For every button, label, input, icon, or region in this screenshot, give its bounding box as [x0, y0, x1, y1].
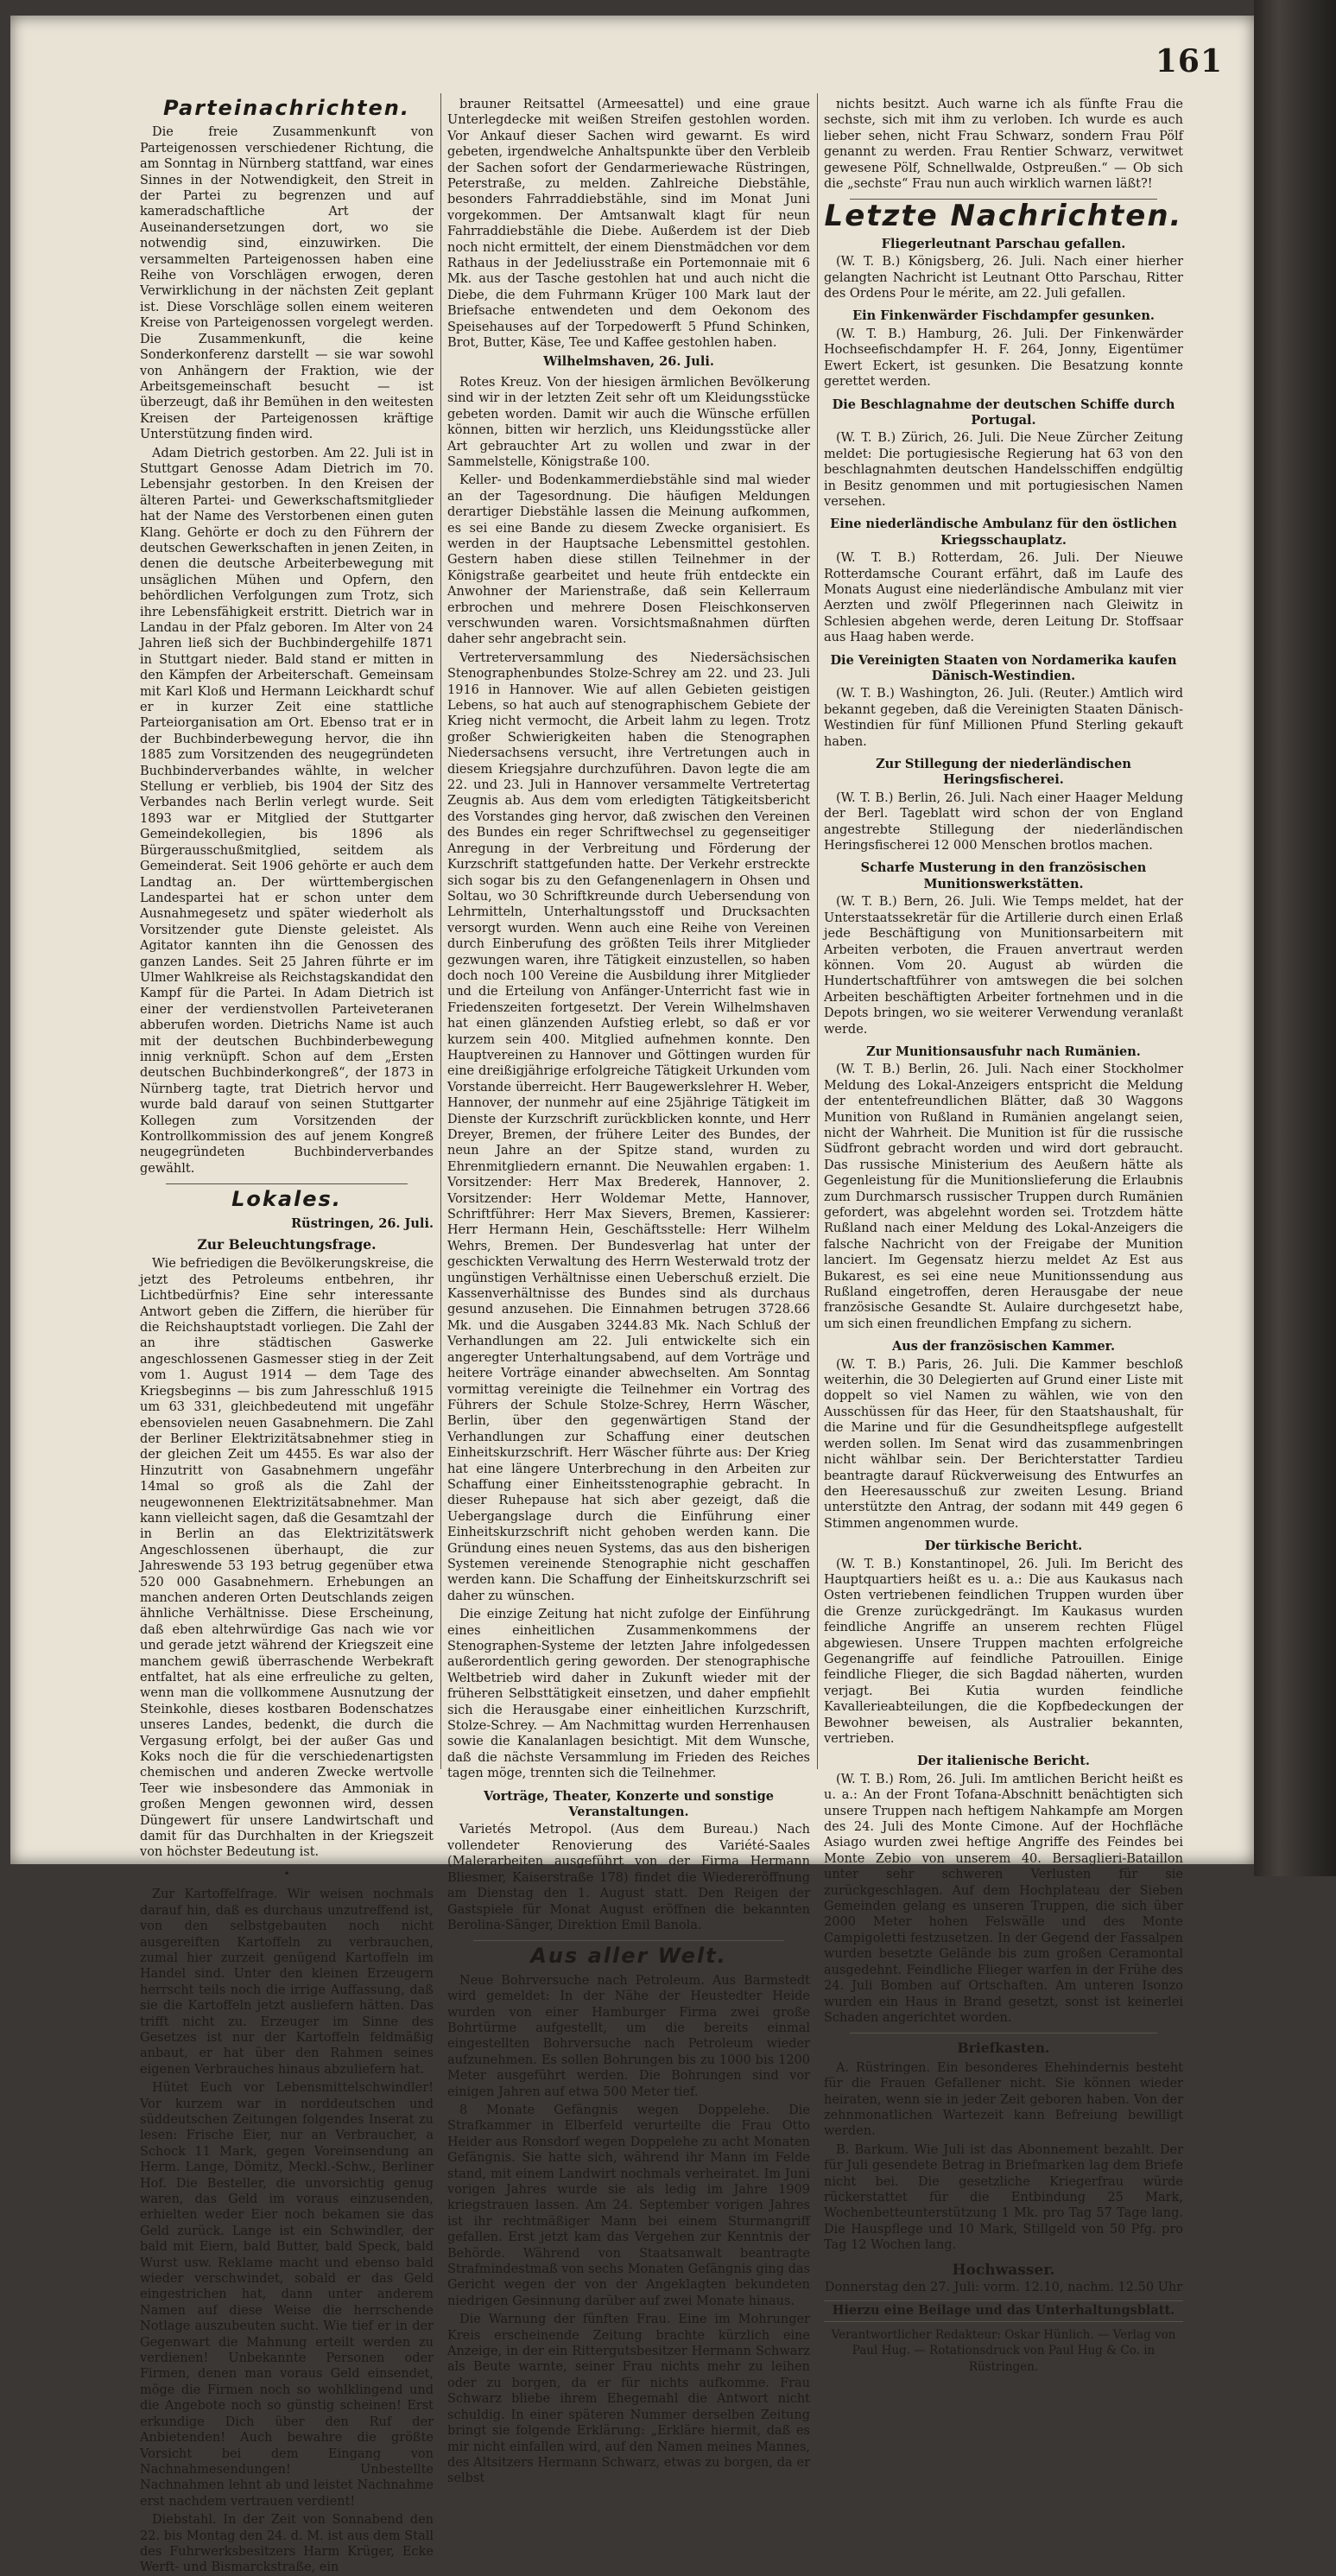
article-paragraph: Die einzige Zeitung hat nicht zufolge der Einführung eines einheitlichen Zusammenkommens der Stenographen-Systeme der letzten Jahre infolgedessen außerordentlich gering geworden. Der stenographische Weltbetrieb wird daher in Zukunft wieder mit der früheren Selbsttätigkeit einsetzen, und daher empfiehlt sich die Herausgabe einer einheitlichen Kurzschrift, Stolze-Schrey. — Am Nachmittag wurden Herrenhausen sowie die Kanalanlagen besichtigt. Mit dem Wunsche, daß die nächste Versammlung im Frieden des Reiches tagen möge, trennten sich die Teilnehmer. — [447, 1608, 810, 1781]
article-paragraph: Diebstahl. In der Zeit von Sonnabend den 22. bis Montag den 24. d. M. ist aus dem Stall des Fuhrwerksbesitzers Harm Krüger, Ecke Werft- und Bismarckstraße, ein — [140, 2513, 434, 2575]
column-2 — [447, 97, 810, 2486]
column-3 — [824, 97, 1183, 2374]
column-1 — [140, 96, 434, 2575]
article-paragraph: Zur Kartoffelfrage. Wir weisen nochmals darauf hin, daß es durchaus unzutreffend ist, von den selbstgebauten noch nicht ausgereiften Kartoffeln zu verbrauchen, zumal hier zurzeit genügend Kartoffeln im Handel sind. Unter den kleinen Erzeugern herrscht teils noch die irrige Auffassung, daß sie die Kartoffeln jetzt ausliefern hätten. Das trifft nicht zu. Erzeuger im Sinne des Gesetzes ist nur der Kartoffeln feldmäßig anbaut, er hat über den Rahmen seines eigenen Verbrauches hinaus abzuliefern hat. — [140, 1888, 434, 2077]
article-paragraph: nichts besitzt. Auch warne ich als fünfte Frau die sechste, sich mit ihm zu verloben. Ich wurde es auch lieber sehen, nicht Frau Schwarz, sondern Frau Pölf genannt zu werden. Frau Rentier Schwarz, verwitwet gewesene Pölf, Schnellwalde, Ostpreußen.“ — Ob sich die „sechste“ Frau nun auch wirklich warnen läßt?! — [824, 98, 1183, 192]
article-paragraph: Rotes Kreuz. Von der hiesigen ärmlichen Bevölkerung sind wir in der letzten Zeit sehr oft um Kleidungsstücke gebeten worden. Damit wir auch die Wünsche erfüllen können, bitten wir herzlich, uns Kleidungsstücke aller Art gebrauchter Art zu wollen und zwar in der Sammelstelle, Königstraße 100. — [447, 375, 810, 469]
article-paragraph: Varietés Metropol. (Aus dem Bureau.) Nach vollendeter Renovierung des Variété-Saales (Malerarbeiten ausgeführt von der Firma Hermann Bliesmer, Kaiserstraße 178) findet die Wiedereröffnung am Dienstag den 1. August statt. Den Reigen der Gastspiele für Monat August eröffnen die bekannten Berolina-Sänger, Direktion Emil Banola. — [447, 1823, 810, 1932]
news-text: (W. T. B.) Bern, 26. Juli. Wie Temps meldet, hat der Unterstaatssekretär für die Artillerie durch einen Erlaß jede Beschäftigung von Munitionsarbeitern mit Arbeiten verboten, die Frauen anvertraut werden können. Vom 20. August ab würden die Hundertschaftführer von amtswegen die bei solchen Arbeiten beschäftigten Arbeiter fortnehmen und in die Depots bringen, wo sie weiterer Verwendung veranlaßt werde. — [824, 895, 1183, 1037]
section-title-lokales: Lokales. — [231, 1187, 342, 1212]
divider — [166, 1183, 408, 1184]
column-divider — [440, 93, 441, 1769]
news-text: (W. T. B.) Zürich, 26. Juli. Die Neue Zürcher Zeitung meldet: Die portugiesische Regierung hat 63 von den beschlagnahmten deutschen Handelsschiffen endgültig in Besitz genommen und mit portugiesischen Namen versehen. — [824, 431, 1183, 509]
news-text: (W. T. B.) Paris, 26. Juli. Die Kammer beschloß weiterhin, die 30 Delegierten auf Grund einer Liste mit doppelt so viel Namen zu wählen, wie von den Ausschüssen für das Heer, für den Staatshaushalt, für die Marine und für die Gesundheitspflege aufgestellt werden sollen. Im Senat wird das zusammenbringen nicht wählbar sein. Der Berichterstatter Tardieu beantragte darauf Rückverweisung des Entwurfes an den Heeresausschuß zur zweiten Lesung. Briand unterstützte den Antrag, der sodann mit 449 gegen 6 Stimmen angenommen wurde. — [824, 1357, 1183, 1531]
divider — [850, 2033, 1157, 2034]
news-text: (W. T. B.) Rotterdam, 26. Juli. Der Nieuwe Rotterdamsche Courant erfährt, daß im Laufe des Monats August eine niederländische Ambulanz mit vier Aerzten und zwölf Pflegerinnen nach Gleiwitz in Schlesien abgehen werde, deren Leitung Dr. Stoffsaar aus Haag haben werde. — [824, 551, 1183, 645]
news-text: (W. T. B.) Königsberg, 26. Juli. Nach einer hierher gelangten Nachricht ist Leutnant Otto Parschau, Ritter des Ordens Pour le mérite, am 22. Juli gefallen. — [824, 255, 1183, 301]
news-headline: Zur Stillegung der niederländischen Heringsfischerei. — [876, 757, 1131, 788]
news-text: (W. T. B.) Berlin, 26. Juli. Nach einer Stockholmer Meldung des Lokal-Anzeigers entspricht die Meldung der ententefreundlichen Blätter, daß 30 Waggons Munition von Rußland in Rumänien angelangt seien, nicht der Wahrheit. Die Munition ist für die russische Südfront gebracht worden und wird dort gebraucht. Das russische Ministerium des Aeußern hätte als Gegenleistung für die Munitionslieferung die Erlaubnis zum Durchmarsch russischer Truppen durch Rumänien gefordert, was abgelehnt worden sei. Trotzdem hätte Rußland nach einer Meldung des Lokal-Anzeigers die falsche Nachricht von der Freigabe der Munition lanciert. Im Gegensatz hierzu meldet Az Est aus Bukarest, es sei eine neue Munitionssendung aus Rußland eingetroffen, deren Herausgabe der neue französische Gesandte St. Aulaire durchgesetzt habe, um sich einen freundlichen Empfang zu sichern. — [824, 1063, 1183, 1331]
article-paragraph: Adam Dietrich gestorben. Am 22. Juli ist in Stuttgart Genosse Adam Dietrich im 70. Lebensjahr gestorben. In den Kreisen der älteren Partei- und Gewerkschaftsmitglieder hat der Name des Verstorbenen einen guten Klang. Gehörte er doch zu den Führern der deutschen Gewerkschaften in jenen Zeiten, in denen die deutsche Arbeiterbewegung mit unsäglichen Mühen und Opfern, den behördlichen Verfolgungen zum Trotz, sich ihre Lebensfähigkeit erstritt. Dietrich war in Landau in der Pfalz geboren. Im Alter von 24 Jahren ließ sich der Buchbindergehilfe 1871 in Stuttgart nieder. Bald stand er mitten in den Kämpfen der Arbeiterschaft. Gemeinsam mit Karl Kloß und Hermann Leickhardt schuf er in kurzer Zeit eine stattliche Parteiorganisation am Ort. Ebenso trat er in der Buchbinderbewegung hervor, die ihn 1885 zum Vorsitzenden des neugegründeten Buchbinderverbandes wählte, in welcher Stellung er verblieb, bis 1904 der Sitz des Verbandes nach Berlin verlegt wurde. Seit 1893 war er Mitglied der Stuttgarter Gemeindekollegien, bis 1896 als Bürgerausschußmitglied, seitdem als Gemeinderat. Seit 1906 gehörte er auch dem Landtag an. Der württembergischen Landespartei hat er schon unter dem Ausnahmegesetz und später wiederholt als Vorsitzender gute Dienste geleistet. Als Agitator kannten ihn die Genossen des ganzen Landes. Seit 25 Jahren führte er im Ulmer Wahlkreise als Reichstagskandidat den Kampf für die Partei. In Adam Dietrich ist einer der verdienstvollen Parteiveteranen abberufen worden. Dietrichs Name ist auch mit der deutschen Buchbinderbewegung innig verknüpft. Schon auf dem „Ersten deutschen Buchbinderkongreß“, der 1873 in Nürnberg tagte, trat Dietrich hervor und wurde bald darauf von seinen Stuttgarter Kollegen zum Vorsitzenden der Kontrollkommission des auf jenem Kongreß neugegründeten Buchbinderverbandes gewählt. — [140, 446, 434, 1176]
article-subhead: Vorträge, Theater, Konzerte und sonstige Veranstaltungen. — [484, 1788, 774, 1820]
hochwasser-times: Donnerstag den 27. Juli: vorm. 12.10, nachm. 12.50 Uhr — [824, 2281, 1183, 2294]
article-paragraph: Die Warnung der fünften Frau. Eine im Mohrunger Kreis erscheinende Zeitung brachte kürzlich eine Anzeige, in der ein Rittergutsbesitzer Hermann Schwarz als Beute warnte, seiner Frau nichts mehr zu leihen oder zu borgen, da er für nichts aufkomme. Frau Schwarz bliebe ihrem Ehegemahl die Antwort nicht schuldig. In einer späteren Nummer derselben Zeitung bringt sie folgende Erklärung: „Erkläre hiermit, daß es mir nicht einfallen wird, auf den Namen meines Mannes, des Altsitzers Hermann Schwarz, etwas zu borgen, da er selbst — [447, 2313, 810, 2486]
article-paragraph: Die freie Zusammenkunft von Parteigenossen verschiedener Richtung, die am Sonntag in Nürnberg stattfand, war eines Sinnes in der Notwendigkeit, den Streit in der Partei zu begrenzen und auf kameradschaftliche Art der Auseinandersetzungen dort, wo sie notwendig sind, einzuwirken. Die versammelten Parteigenossen haben eine Reihe von Vorschlägen erwogen, deren Verwirklichung in der nächsten Zeit geplant ist. Diese Vorschläge sollen einem weiteren Kreise von Parteigenossen vorgelegt werden. Die Zusammenkunft, die keine Sonderkonferenz darstellt — sie war sowohl von Anhängern der Fraktion, wie der Arbeitsgemeinschaft besucht — ist überzeugt, daß ihr Bemühen in den weitesten Kreisen der Parteigenossen kräftige Unterstützung finden wird. — [140, 125, 434, 442]
section-title-parteinachrichten: Parteinachrichten. — [163, 96, 410, 120]
dateline: Rüstringen, 26. Juli. — [291, 1215, 434, 1231]
article-paragraph: Hütet Euch vor Lebensmittelschwindler! Vor kurzem war in norddeutschen und süddeutschen Zeitungen folgendes Inserat zu lesen: Frische Eier, nur an Verbraucher, a Schock 11 Mark, gegen Voreinsendung an Herm. Lange, Dömitz, Meckl.-Schw., Berliner Hof. Die Besteller, die unvorsichtig genug waren, das Geld im voraus einzusenden, erhielten weder Eier noch bekamen sie das Geld zurück. Lange ist ein Schwindler, der bald mit Eiern, bald Butter, bald Speck, bald Wurst usw. Reklame macht und ebenso bald wieder verschwindet, sobald er das Geld eingestrichen hat, dann unter anderem Namen auf diese Weise die herrschende Notlage auszubeuten sucht. Wie tief er in der Gegenwart die Mahnung erteilt werden zu verdienen! Unbekannte Personen oder Firmen, denen man voraus Geld einsendet, möge die Firmen noch so wohlklingend und die Angebote noch so günstig scheinen! Erst erkundige Dich über den Ruf der Anbietenden! Auch bewahre die größte Vorsicht bei dem Eingang von Nachnahmesendungen! Unbestellte Nachnahmen lehnt ab und leistet Nachnahme erst nachdem vertrauen verdient! — [140, 2081, 434, 2509]
newspaper-page — [10, 16, 1254, 2575]
news-text: (W. T. B.) Hamburg, 26. Juli. Der Finkenwärder Hochseefischdampfer H. F. 264, Jonny, Eigentümer Ewert Eckert, ist gesunken. Die Besatzung konnte gerettet werden. — [824, 327, 1183, 390]
news-headline: Der italienische Bericht. — [917, 1754, 1090, 1769]
article-paragraph: Vertreterversammlung des Niedersächsischen Stenographenbundes Stolze-Schrey am 22. und 23. Juli 1916 in Hannover. Wie auf allen Gebieten geistigen Lebens, so hat auch auf stenographischem Gebiete der Krieg nicht vermocht, die Arbeit lahm zu legen. Trotz großer Schwierigkeiten haben die Stenographen Niedersachsens versucht, ihre Vertretungen auch in diesem Kriegsjahre durchzuführen. Davon legte die am 22. und 23. Juli in Hannover versammelte Vertretertag Zeugnis ab. Aus dem vom erledigten Tätigkeitsbericht des Vorstandes ging hervor, daß zwischen den Vereinen des Bundes ein reger Schriftwechsel zu gegenseitiger Anregung in der Verbreitung und Förderung der Kurzschrift stattgefunden hatte. Der Verkehr erstreckte sich sogar bis zu den Gefangenenlagern in Ohsen und Soltau, wo 30 Schriftkreunde durch Uebersendung von Lehrmitteln, Unterhaltungsstoff und Drucksachten versorgt wurden. Wenn auch eine Reihe von Vereinen durch Einberufung des größten Teils ihrer Mitglieder gezwungen waren, ihre Tätigkeit einzustellen, so haben doch noch 100 Vereine die Ausbildung ihrer Mitglieder und die Erteilung von Anfänger-Unterricht fast wie in Friedenszeiten fortgesetzt. Der Verein Wilhelmshaven hat einen glänzenden Aufstieg erlebt, so daß er vor kurzem sein 400. Mitglied aufnehmen konnte. Den Hauptvereinen zu Hannover und Göttingen wurden für eine dreißigjährige erfolgreiche Tätigkeit Urkunden vom Vorstande überreicht. Herr Baugewerkslehrer H. Weber, Hannover, der nunmehr auf eine 25jährige Tätigkeit im Dienste der Kurzschrift zurückblicken konnte, und Herr Dreyer, Bremen, der frühere Leiter des Bundes, der neun Jahre an der Spitze stand, wurden zu Ehrenmitgliedern ernannt. Die Neuwahlen ergaben: 1. Vorsitzender: Herr Max Brederek, Hannover, 2. Vorsitzender: Herr Woldemar Mette, Hannover, Schriftführer: Herr Max Sievers, Bremen, Kassierer: Herr Hermann Hein, Geschäftsstelle: Herr Wilhelm Wehrs, Bremen. Der Bundesverlag hat unter der geschickten Verwaltung des Herrn Westerwald trotz der ungünstigen Verhältnisse einen Ueberschuß erzielt. Die Kassenverhältnisse des Bundes sind als durchaus gesund anzusehen. Die Einnahmen betrugen 3728.66 Mk. und die Ausgaben 3244.83 Mk. Nach Schluß der Verhandlungen am 22. Juli entwickelte sich ein angeregter Unterhaltungsabend, auf dem Vorträge und heitere Vorträge einander abwechselten. Am Sonntag vormittag vereinigte die Teilnehmer ein Vortrag des Führers der Schule Stolze-Schrey, Herrn Wäscher, Berlin, über den gegenwärtigen Stand der Verhandlungen zur Schaffung einer deutschen Einheitskurzschrift. Herr Wäscher führte aus: Der Krieg hat eine längere Unterbrechung in den Arbeiten zur Schaffung einer Einheitsstenographie gebracht. In dieser Ruhepause hat sich aber gezeigt, daß die Uebergangslage durch die Einführung einer Einheitskurzschrift nicht gehoben werden kann. Die Gründung eines neuen Systems, das aus den bisherigen Systemen vereinende Stenographie nicht geschaffen werden kann. Die Schaffung der Einheitskurzschrift sei daher zu wünschen. — [447, 650, 810, 1603]
news-headline: Die Vereinigten Staaten von Nordamerika kaufen Dänisch-Westindien. — [830, 652, 1177, 683]
news-headline: Die Beschlagnahme der deutschen Schiffe durch Portugal. — [832, 397, 1175, 428]
hochwasser-title: Hochwasser. — [952, 2261, 1055, 2279]
article-paragraph: brauner Reitsattel (Armeesattel) und eine graue Unterlegdecke mit weißen Streifen gestohlen worden. Vor Ankauf dieser Sachen wird gewarnt. Es wird gebeten, irgendwelche Anhaltspunkte über den Verbleib der Sachen sofort der Gendarmeriewache Rüstringen, Peterstraße, zu melden. Zahlreiche Diebstähle, besonders Fahrraddiebstähle, sind im Monat Juni vorgekommen. Der Amtsanwalt klagt für neun Fahrraddiebstähle die Diebe. Außerdem ist der Dieb noch nicht ermittelt, der einem Dienstmädchen vor dem Rathaus in der Jedeliusstraße ein Portemonnaie mit 6 Mk. aus der Tasche gestohlen hat und auch nicht die Diebe, die dem Fuhrmann Krüger 100 Mark laut der Briefsache entwendeten und dem Oekonom des Speisehauses auf der Torpedowerft 5 Pfund Schinken, Brot, Butter, Käse, Tee und Kaffee gestohlen haben. — [447, 98, 810, 351]
article-paragraph: A. Rüstringen. Ein besonderes Ehehindernis besteht für die Frauen Gefallener nicht. Sie können wieder heiraten, wenn sie in jeder Zeit geboren haben. Von der zehnmonatlichen Wartezeit kann Befreiung bewilligt werden. — [824, 2060, 1183, 2139]
news-text: (W. T. B.) Konstantinopel, 26. Juli. Im Bericht des Hauptquartiers heißt es u. a.: Die aus Kaukasus nach Osten vertriebenen feindlichen Truppen wurden über die Grenze zurückgedrängt. Im Kaukasus wurden feindliche Angriffe an unserem rechten Flügel abgewiesen. Unsere Truppen machten erfolgreiche Gegenangriffe auf feindliche Patrouillen. Einige feindliche Flieger, die sich Bagdad näherten, wurden verjagt. Bei Kutia wurden feindliche Kavallerieabteilungen, die die Kopfbedeckungen der Bewohner beweisen, als Australier bekannten, vertrieben. — [824, 1557, 1183, 1746]
news-headline: Eine niederländische Ambulanz für den östlichen Kriegsschauplatz. — [830, 517, 1177, 548]
section-title-aus-aller-welt: Aus aller Welt. — [530, 1944, 727, 1969]
article-paragraph: 8 Monate Gefängnis wegen Doppelehe. Die Strafkammer in Elberfeld verurteilte die Frau Otto Heider aus Ronsdorf wegen Doppelehe zu acht Monaten Gefängnis. Sie hatte sich, während ihr Mann im Felde stand, mit einem Landwirt nochmals verheiratet. Im Juni vorigen Jahres wurde sie als ledig im Jahre 1909 kriegstrauen lassen. Am 24. September vorigen Jahres ist ihr rechtmäßiger Mann bei einem Sturmangriff gefallen. Erst jetzt kam das Vergehen zur Kenntnis der Behörde. Während von Staatsanwalt beantragte Strafmindestmaß von sechs Monaten Gefängnis ging das Gericht wegen der von der Angeklagten bekundeten niedrigen Gesinnung darüber auf zwei Monate hinaus. — [447, 2103, 810, 2308]
column-divider — [817, 93, 818, 1769]
news-text: (W. T. B.) Rom, 26. Juli. Im amtlichen Bericht heißt es u. a.: An der Front Tofana-Abschnitt benächtigten sich unsere Truppen nach heftigem Nahkampfe am Morgen des 24. Juli des Monte Cimone. Auf der Hochfläche Asiago wurden zwei heftige Angriffe des Feindes bei Monte Zebio von unserem 40. Bersaglieri-Bataillon unter sehr schweren Verlusten für sie zurückgeschlagen. Auf dem Hochplateau der Sieben Gemeinden gelang es unseren Truppen, die sich über 2000 Meter hohen Felswälle und des Monte Campigoletti festzusetzen. In der Gegend der Fassalpen wurden besetzte Gelände bis zum großen Ceramontal ausgedehnt. Feindliche Flieger warfen in der Frühe des 24. Juli Bomben auf Ortschaften. Am unteren Isonzo wurden ein Haus in Brand gesetzt, sonst ist keinerlei Schaden angerichtet worden. — [824, 1772, 1183, 2025]
article-subhead: Zur Beleuchtungsfrage. — [197, 1236, 377, 1253]
article-paragraph: B. Barkum. Wie Juli ist das Abonnement bezahlt. Der für Juli gesendete Betrag in Briefmarken lag dem Briefe nicht bei. Die gesetzliche Kriegerfrau würde rückerstattet für die Entbindung 25 Mark, Wochenbetteunterstützung 1 Mk. pro Tag 57 Tage lang. Die Hauspflege und 10 Mark, Stillgeld von 50 Pfg. pro Tag 12 Wochen lang. — [824, 2142, 1183, 2253]
news-headline: Scharfe Musterung in den französischen Munitionswerkstätten. — [860, 860, 1147, 891]
imprint: Verantwortlicher Redakteur: Oskar Hünlich. — Verlag von Paul Hug. — Rotationsdruck von Paul Hug & Co. in Rüstringen. — [831, 2327, 1176, 2374]
news-headline: Aus der französischen Kammer. — [891, 1339, 1116, 1355]
beilage-notice: Hierzu eine Beilage und das Unterhaltungsblatt. — [824, 2300, 1183, 2321]
news-headline: Fliegerleutnant Parschau gefallen. — [881, 236, 1126, 251]
page-number: 161 — [1155, 43, 1223, 79]
separator-dot: • — [283, 1867, 290, 1880]
divider — [473, 1940, 784, 1941]
news-text: (W. T. B.) Berlin, 26. Juli. Nach einer Haager Meldung der Berl. Tageblatt wird schon der von England angestrebte Stillegung der niederländischen Heringsfischerei 12 000 Menschen brotlos machen. — [824, 790, 1183, 853]
article-paragraph: Keller- und Bodenkammerdiebstähle sind mal wieder an der Tagesordnung. Die häufigen Meldungen derartiger Diebstähle lassen die Meinung aufkommen, es sei eine Bande zu diesem Zwecke organisiert. Es werden in der Hauptsache Lebensmittel gestohlen. Gestern haben diese stillen Teilnehmer in der Königstraße gearbeitet und heute früh entdeckte ein Anwohner der Marienstraße, daß sein Kellerraum erbrochen und mehrere Dosen Fleischkonserven verschwunden waren. Vorsichtsmaßnahmen dürften daher sehr angebracht sein. — [447, 473, 810, 647]
dateline: Wilhelmshaven, 26. Juli. — [543, 353, 714, 369]
article-paragraph: Wie befriedigen die Bevölkerungskreise, die jetzt des Petroleums entbehren, ihr Lichtbedürfnis? Eine sehr interessante Antwort geben die Ziffern, die hierüber für die Reichshauptstadt vorliegen. Die Zahl der an ihre städtischen Gaswerke angeschlossenen Gasmesser stieg in der Zeit vom 1. August 1914 — dem Tage des Kriegsbeginns — bis zum Jahresschluß 1915 um 63 331, gleichbedeutend mit ungefähr ebensovielen neuen Gasabnehmern. Die Zahl der Berliner Elektrizitätsabnehmer stieg in der gleichen Zeit um 4455. Es war also der Hinzutritt von Gasabnehmern ungefähr 14mal so groß als die Zahl der neugewonnenen Elektrizitätsabnehmer. Man kann vielleicht sagen, daß die Gesamtzahl der in Berlin an das Elektrizitätswerk Angeschlossenen überhaupt, die zur Jahreswende 53 193 betrug gegenüber etwa 520 000 Gasabnehmern. Erhebungen an manchen anderen Orten Deutschlands zeigen ähnliche Verhältnisse. Diese Erscheinung, daß eben altehrwürdige Gas nach wie vor und gerade jetzt während der Kriegszeit eine manchem gewiß überraschende Werbekraft entfaltet, hat als eine erfreuliche zu gelten, wenn man die vollkommene Ausnutzung der Steinkohle, dieses kostbaren Bodenschatzes unseres Landes, bedenkt, die durch die Vergasung erfolgt, bei der außer Gas und Koks noch die für die verschiedenartigsten chemischen und anderen Zwecke wertvolle Teer wie insbesondere das Ammoniak in großen Mengen gewonnen wird, dessen Düngewert für unsere Landwirtschaft und damit für das Durchhalten in der Kriegszeit von höchster Bedeutung ist. — [140, 1257, 434, 1860]
article-paragraph: Neue Bohrversuche nach Petroleum. Aus Barmstedt wird gemeldet: In der Nähe der Heustedter Heide wurden von einer Hamburger Firma zwei große Bohrtürme aufgestellt, um die bereits einmal eingestellten Bohrversuche nach Petroleum wieder aufzunehmen. Es sollen Bohrungen bis zu 1000 bis 1200 Meter ausgeführt werden. Die Bohrungen sind vor einigen Jahren auf etwa 500 Meter tief. — [447, 1973, 810, 2099]
news-headline: Der türkische Bericht. — [924, 1539, 1083, 1554]
section-title-letzte-nachrichten: Letzte Nachrichten. — [824, 199, 1183, 234]
book-spine — [1254, 0, 1336, 1876]
news-headline: Zur Munitionsausfuhr nach Rumänien. — [866, 1044, 1141, 1059]
section-title-briefkasten: Briefkasten. — [957, 2040, 1050, 2057]
news-headline: Ein Finkenwärder Fischdampfer gesunken. — [852, 308, 1155, 324]
news-text: (W. T. B.) Washington, 26. Juli. (Reuter.) Amtlich wird bekannt gegeben, daß die Vereinigten Staaten Dänisch-Westindien für fünf Millionen Pfund Sterling gekauft haben. — [824, 687, 1183, 749]
